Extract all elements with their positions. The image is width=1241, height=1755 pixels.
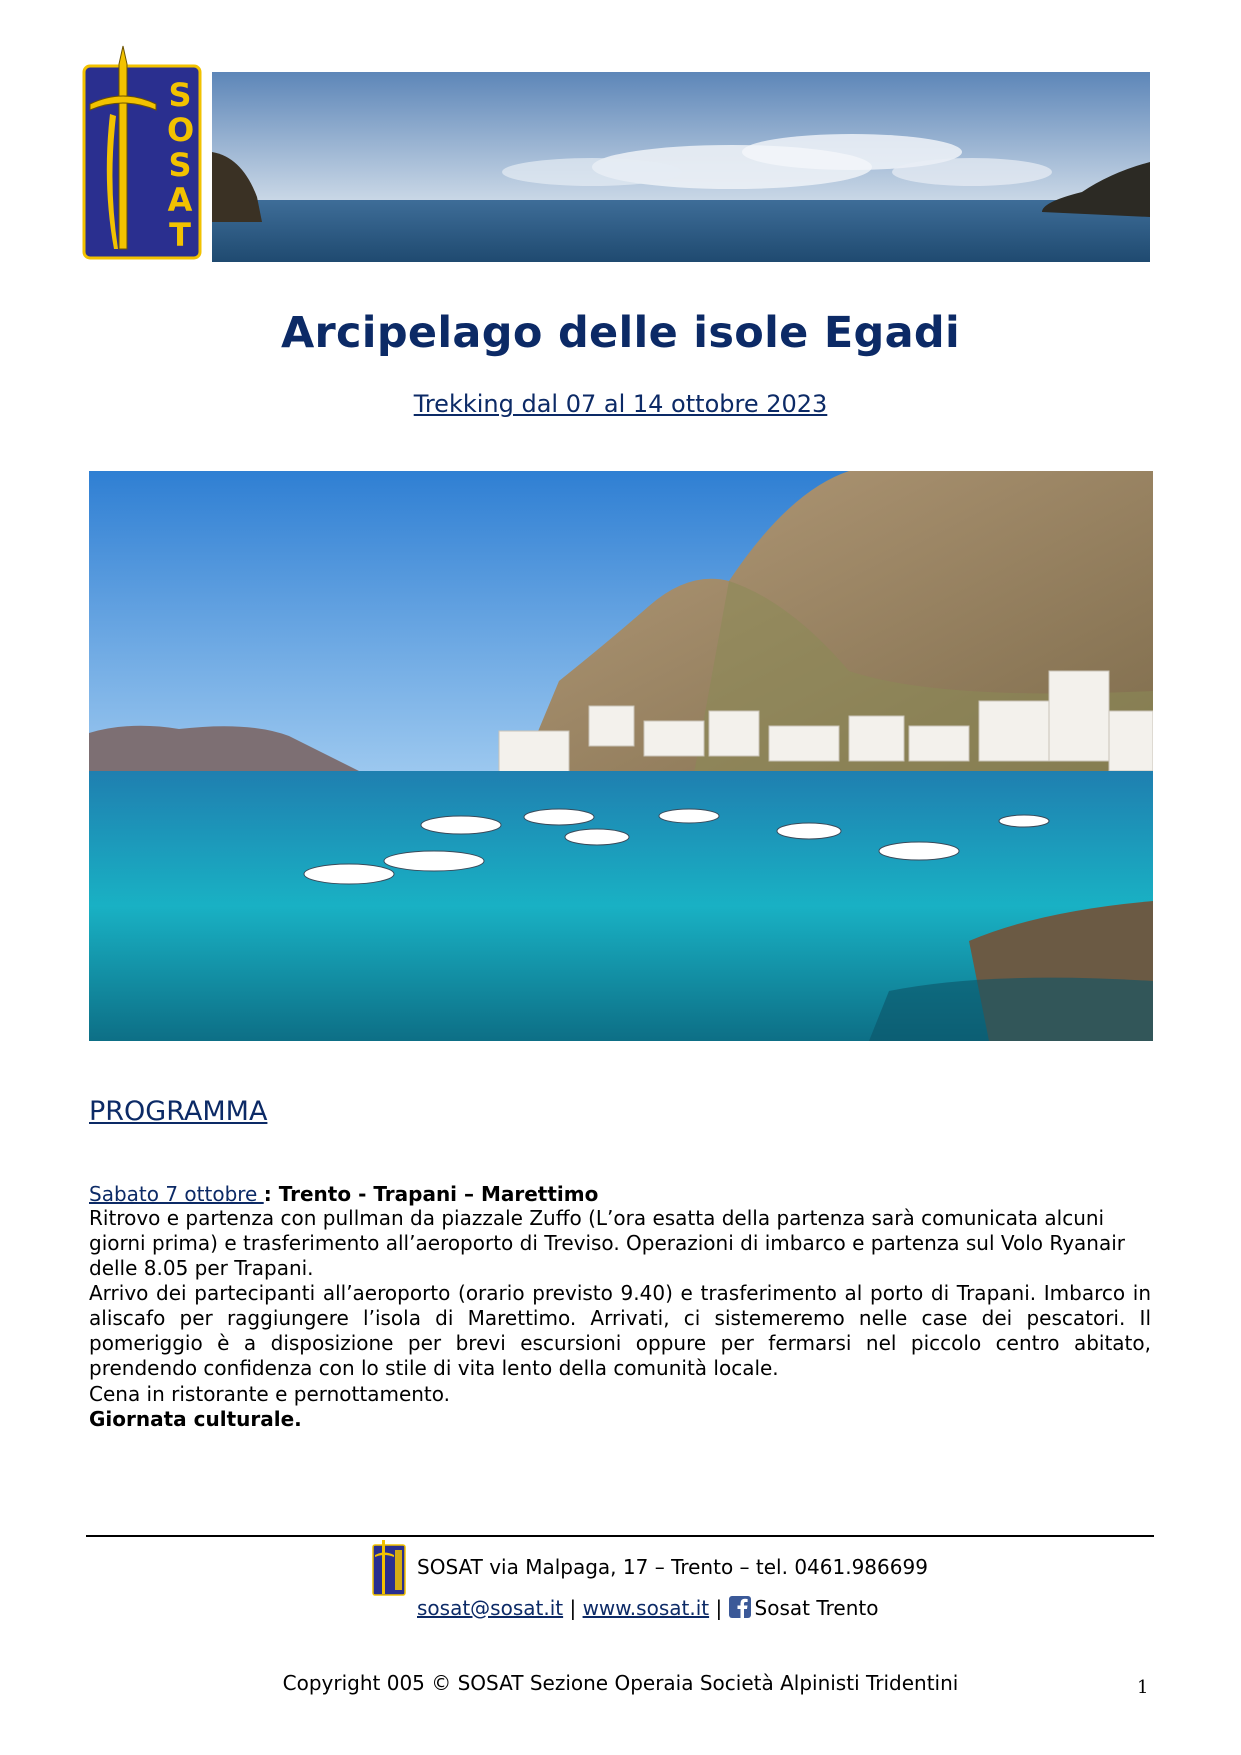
- email-link[interactable]: sosat@sosat.it: [417, 1596, 564, 1620]
- paragraph-departure: Ritrovo e partenza con pullman da piazzale Zuffo (L’ora esatta della partenza sarà comunicata alcuni giorni prima) e trasferimento all’aeroporto di Treviso. Operazioni di imbarco e partenza sul Volo Ryanair delle 8.05 per Trapani.: [89, 1206, 1126, 1280]
- website-link[interactable]: www.sosat.it: [582, 1596, 710, 1620]
- footer-divider: [86, 1535, 1154, 1537]
- island-photo: [89, 471, 1153, 1041]
- banner-image: [212, 72, 1150, 262]
- logo-text: SOSAT: [167, 76, 195, 254]
- facebook-label[interactable]: Sosat Trento: [754, 1596, 879, 1620]
- copyright-text: Copyright 005 © SOSAT Sezione Operaia Società Alpinisti Tridentini: [282, 1671, 959, 1695]
- paragraph-arrival: Arrivo dei partecipanti all’aeroporto (orario previsto 9.40) e trasferimento al porto di Trapani. Imbarco in aliscafo per raggiungere l’isola di Marettimo. Arrivati, ci sistemeremo nelle case dei pescatori. Il pomeriggio è a disposizione per brevi escursioni oppure per fermarsi nel piccolo centro abitato, prendendo confidenza con lo stile di vita lento della comunità locale.: [89, 1281, 1151, 1380]
- facebook-icon[interactable]: [729, 1596, 751, 1618]
- link-separator: |: [709, 1596, 729, 1620]
- footer-links: [417, 1596, 878, 1620]
- sosat-logo: [80, 44, 204, 262]
- day-route: Trento - Trapani – Marettimo: [278, 1182, 599, 1206]
- page-number: 1: [1137, 1677, 1149, 1698]
- trip-dates: Trekking dal 07 al 14 ottobre 2023: [413, 390, 828, 418]
- day-heading: [89, 1181, 598, 1207]
- footer-logo-icon: [372, 1540, 406, 1596]
- page-title: Arcipelago delle isole Egadi: [280, 308, 961, 358]
- paragraph-day-type: Giornata culturale.: [89, 1407, 302, 1431]
- footer-address: SOSAT via Malpaga, 17 – Trento – tel. 0461.986699: [417, 1555, 928, 1579]
- day-separator: :: [263, 1182, 279, 1206]
- day-date: Sabato 7 ottobre: [89, 1182, 264, 1206]
- link-separator: |: [563, 1596, 583, 1620]
- paragraph-dinner: Cena in ristorante e pernottamento.: [89, 1382, 451, 1406]
- section-heading: PROGRAMMA: [89, 1096, 268, 1127]
